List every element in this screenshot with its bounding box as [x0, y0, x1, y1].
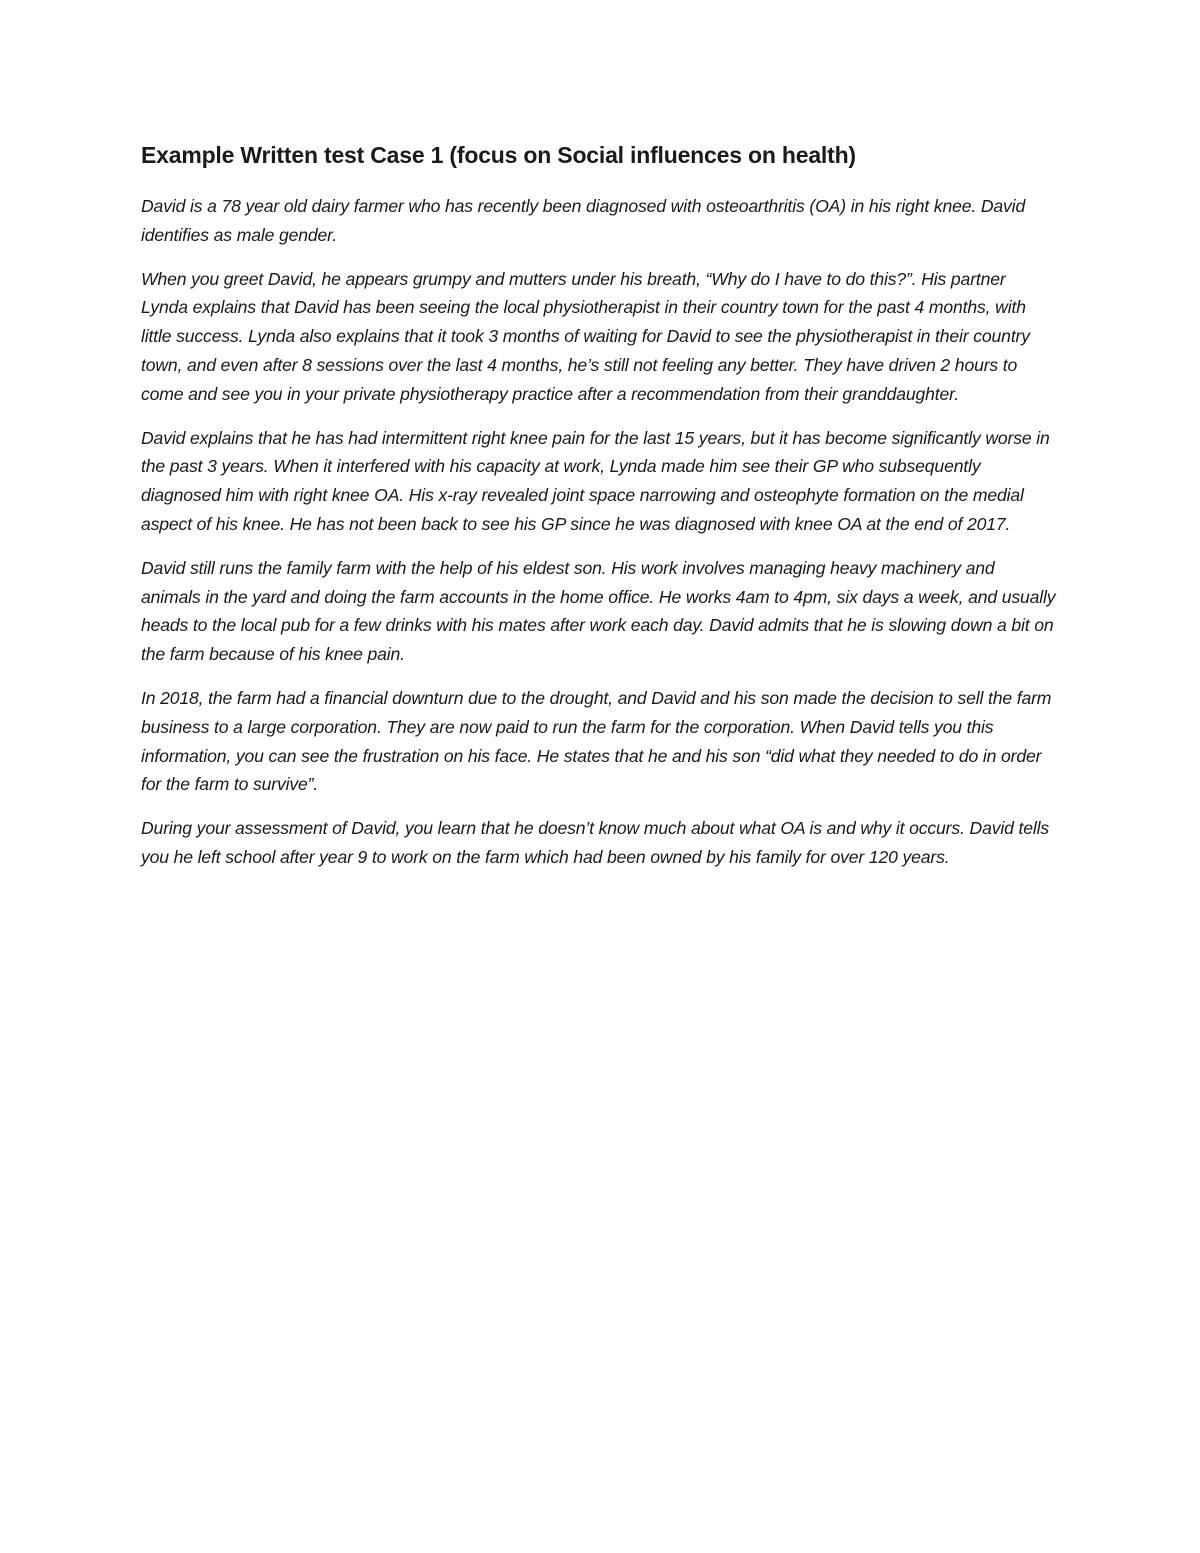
paragraph-greeting: When you greet David, he appears grumpy and mutters under his breath, “Why do I have to do this?”. His partner Lynda explains that David has been seeing the local physiotherapist in their country town for the past 4 months, with little success. Lynda also explains that it took 3 months of waiting for David to see the physiotherapist in their country town, and even after 8 sessions over the last 4 months, he’s still not feeling any better. They have driven 2 hours to come and see you in your private physiotherapy practice after a recommendation from their granddaughter. — [141, 268, 1030, 404]
document-body — [141, 140, 1056, 887]
document-title: Example Written test Case 1 (focus on Social influences on health) — [141, 142, 856, 168]
paragraph-work: David still runs the family farm with the help of his eldest son. His work involves managing heavy machinery and animals in the yard and doing the farm accounts in the home office. He works 4am to 4pm, six days a week, and usually heads to the local pub for a few drinks with his mates after work each day. David admits that he is slowing down a bit on the farm because of his knee pain. — [141, 557, 1056, 665]
paragraph-history: David explains that he has had intermittent right knee pain for the last 15 years, but it has become significantly worse in the past 3 years. When it interfered with his capacity at work, Lynda made him see their GP who subsequently diagnosed him with right knee OA. His x-ray revealed joint space narrowing and osteophyte formation on the medial aspect of his knee. He has not been back to see his GP since he was diagnosed with knee OA at the end of 2017. — [141, 427, 1050, 534]
paragraph-farm-sale: In 2018, the farm had a financial downturn due to the drought, and David and his son made the decision to sell the farm business to a large corporation. They are now paid to run the farm for the corporation. When David tells you this information, you can see the frustration on his face. He states that he and his son “did what they needed to do in order for the farm to survive”. — [141, 687, 1052, 795]
paragraph-assessment: During your assessment of David, you learn that he doesn’t know much about what OA is and why it occurs. David tells you he left school after year 9 to work on the farm which had been owned by his family for over 120 years. — [141, 818, 1050, 867]
paragraph-case-intro: David is a 78 year old dairy farmer who has recently been diagnosed with osteoarthritis (OA) in his right knee. David identifies as male gender. — [141, 196, 1026, 245]
